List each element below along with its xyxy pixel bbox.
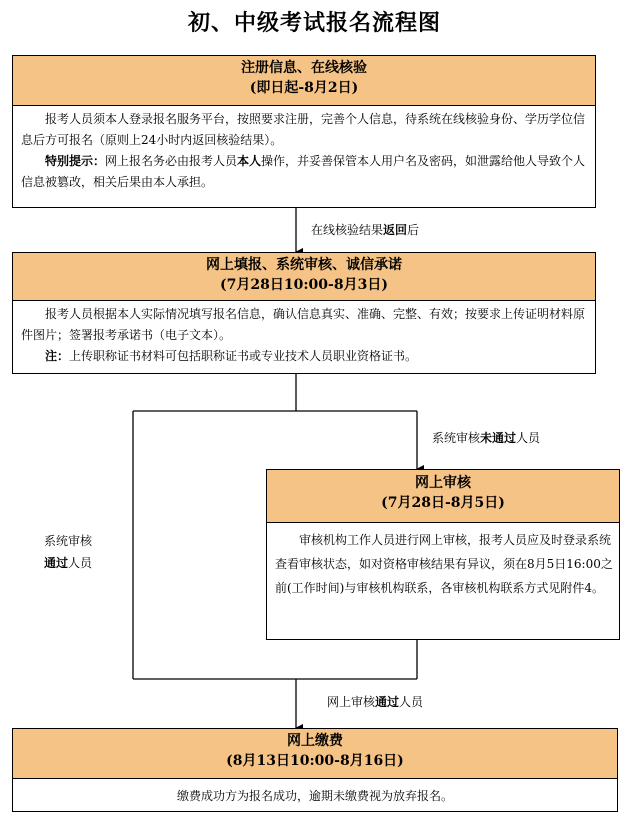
step3-box bbox=[266, 469, 620, 640]
branch-left-label bbox=[44, 530, 92, 574]
arrow1-label-a: 在线核验结果 bbox=[311, 223, 384, 237]
step3-body bbox=[267, 523, 619, 600]
arrow4-label-a: 网上审核 bbox=[327, 695, 376, 709]
branch-right-label-a: 系统审核 bbox=[432, 431, 481, 445]
step3-header bbox=[267, 470, 619, 523]
step4-text: 缴费成功方为报名成功，逾期未缴费视为放弃报名。 bbox=[176, 789, 453, 803]
step2-note bbox=[21, 346, 589, 367]
step4-title: 网上缴费 bbox=[287, 733, 343, 749]
step1-tip-bold: 本人 bbox=[237, 154, 262, 168]
step1-title: 注册信息、在线核验 bbox=[241, 60, 367, 76]
branch-right-label bbox=[432, 428, 540, 448]
step4-header bbox=[13, 729, 617, 779]
step1-header bbox=[13, 56, 595, 106]
arrow1-label-b: 后 bbox=[407, 223, 420, 237]
arrow4-label bbox=[327, 692, 423, 712]
arrow4-label-b: 人员 bbox=[399, 695, 424, 709]
branch-left-line1: 系统审核 bbox=[44, 534, 93, 548]
step2-date: (7月28日10:00-8月3日) bbox=[220, 277, 388, 293]
branch-right-label-bold: 未通过 bbox=[480, 431, 517, 445]
step1-tip bbox=[21, 151, 589, 193]
step1-box bbox=[12, 55, 596, 208]
step2-box bbox=[12, 252, 596, 374]
step2-body bbox=[13, 301, 595, 367]
branch-right-label-b: 人员 bbox=[516, 431, 541, 445]
step4-date: (8月13日10:00-8月16日) bbox=[226, 753, 404, 769]
step3-date: (7月28日-8月5日) bbox=[381, 495, 505, 511]
step4-body bbox=[13, 779, 617, 807]
branch-left-label-bold: 通过 bbox=[44, 556, 69, 570]
step2-note-label: 注： bbox=[45, 349, 70, 363]
branch-left-label-b: 人员 bbox=[68, 556, 93, 570]
step2-title: 网上填报、系统审核、诚信承诺 bbox=[206, 257, 402, 273]
step4-box bbox=[12, 728, 618, 812]
step2-note-text: 上传职称证书材料可包括职称证书或专业技术人员职业资格证书。 bbox=[69, 349, 418, 363]
step1-tip-a: 网上报名务必由报考人员 bbox=[105, 154, 238, 168]
step2-text: 报考人员根据本人实际情况填写报名信息，确认信息真实、准确、完整、有效；按要求上传证明材料原件图片；签署报考承诺书（电子文本）。 bbox=[21, 307, 586, 342]
step1-body bbox=[13, 106, 595, 193]
arrow1-label bbox=[311, 220, 419, 240]
arrow4-label-bold: 通过 bbox=[375, 695, 400, 709]
step1-text: 报考人员须本人登录报名服务平台，按照要求注册，完善个人信息，待系统在线核验身份、学历学位信息后方可报名（原则上24小时内返回核验结果）。 bbox=[21, 112, 586, 147]
step1-tip-label: 特别提示： bbox=[45, 154, 106, 168]
branch-left-line2 bbox=[44, 552, 92, 574]
step3-title: 网上审核 bbox=[415, 475, 471, 491]
step1-tip-b: 操作，并妥善保管本人用户名及密码，如泄露给他人导致个人信息被篡改，相关后果由本人承担。 bbox=[21, 154, 586, 189]
arrow1-label-bold: 返回 bbox=[383, 223, 408, 237]
page-title: 初、中级考试报名流程图 bbox=[187, 10, 441, 36]
step3-text: 审核机构工作人员进行网上审核，报考人员应及时登录系统查看审核状态，如对资格审核结果有异议，须在8月5日16:00之前(工作时间)与审核机构联系，各审核机构联系方式见附件4。 bbox=[275, 533, 613, 595]
step2-header bbox=[13, 253, 595, 301]
step1-date: (即日起-8月2日) bbox=[249, 80, 359, 96]
